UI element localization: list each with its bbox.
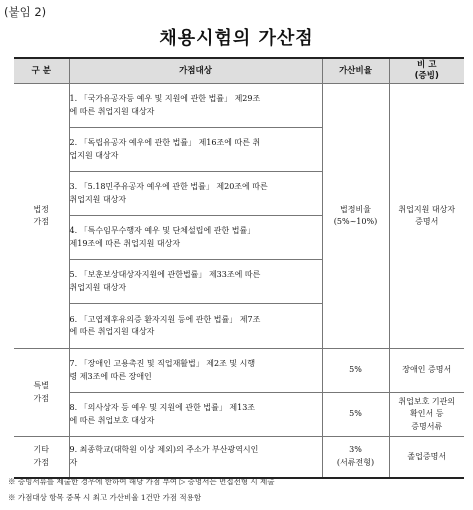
target-item-4: 4. 「특수임무수행자 예우 및 단체설립에 관한 법률」 제19조에 따른 취업지원 대상자 [69, 216, 322, 260]
table-row [14, 437, 464, 478]
target-item-2: 2. 「독립유공자 예우에 관한 법률」 제16조에 따른 취 업지원 대상자 [69, 128, 322, 172]
target-item-7: 7. 「장애인 고용촉진 및 직업재활법」 제2조 및 시행 령 제3조에 따른 장애인 [69, 349, 322, 393]
header-rate: 가산비율 [322, 58, 389, 84]
rate-item-9: 3% (서류전형) [322, 437, 389, 478]
rate-item-7: 5% [322, 349, 389, 393]
header-target: 가점대상 [69, 58, 322, 84]
header-category: 구 분 [14, 58, 69, 84]
table-row [14, 393, 464, 437]
target-item-9: 9. 최종학교(대학원 이상 제외)의 주소가 부산광역시인 자 [69, 437, 322, 478]
table-row [14, 349, 464, 393]
table-header-row [14, 58, 464, 84]
note-item-7: 장애인 증명서 [389, 349, 464, 393]
rate-item-8: 5% [322, 393, 389, 437]
note-item-8: 취업보호 기관의 확인서 등 증명서류 [389, 393, 464, 437]
category-special: 특별 가점 [14, 349, 69, 437]
note-item-9: 졸업증명서 [389, 437, 464, 478]
target-item-1: 1. 「국가유공자등 예우 및 지원에 관한 법률」 제29조 에 따른 취업지원 대상자 [69, 84, 322, 128]
table-row [14, 84, 464, 128]
target-item-8: 8. 「의사상자 등 예우 및 지원에 관한 법률」 제13조 에 따른 취업보호 대상자 [69, 393, 322, 437]
attachment-label: (붙임 2) [4, 5, 47, 19]
target-item-6: 6. 「고엽제후유의증 환자지원 등에 관한 법률」 제7조 에 따른 취업지원 대상자 [69, 304, 322, 349]
footnote-2: ※ 가점대상 항목 중복 시 최고 가산비율 1건만 가점 적용함 [8, 493, 202, 502]
note-legal: 취업지원 대상자 증명서 [389, 84, 464, 349]
header-note-line1: 비 고 [417, 60, 437, 71]
header-note-line2: (증빙) [414, 71, 439, 81]
bonus-points-table [14, 57, 464, 479]
footnote-1: ※ 증빙서류를 제출한 경우에 한하여 해당 가점 부여 ▷ 증명서는 면접전형 시 제출 [8, 477, 275, 486]
target-item-3: 3. 「5.18민주유공자 예우에 관한 법률」 제20조에 따른 취업지원 대상자 [69, 172, 322, 216]
category-legal: 법정 가점 [14, 84, 69, 349]
page-title: 채용시험의 가산점 [159, 28, 314, 49]
header-note [389, 58, 464, 84]
rate-legal: 법정비율 (5%~10%) [322, 84, 389, 349]
target-item-5: 5. 「보훈보상대상자지원에 관한법률」 제33조에 따른 취업지원 대상자 [69, 260, 322, 304]
category-other: 기타 가점 [14, 437, 69, 478]
